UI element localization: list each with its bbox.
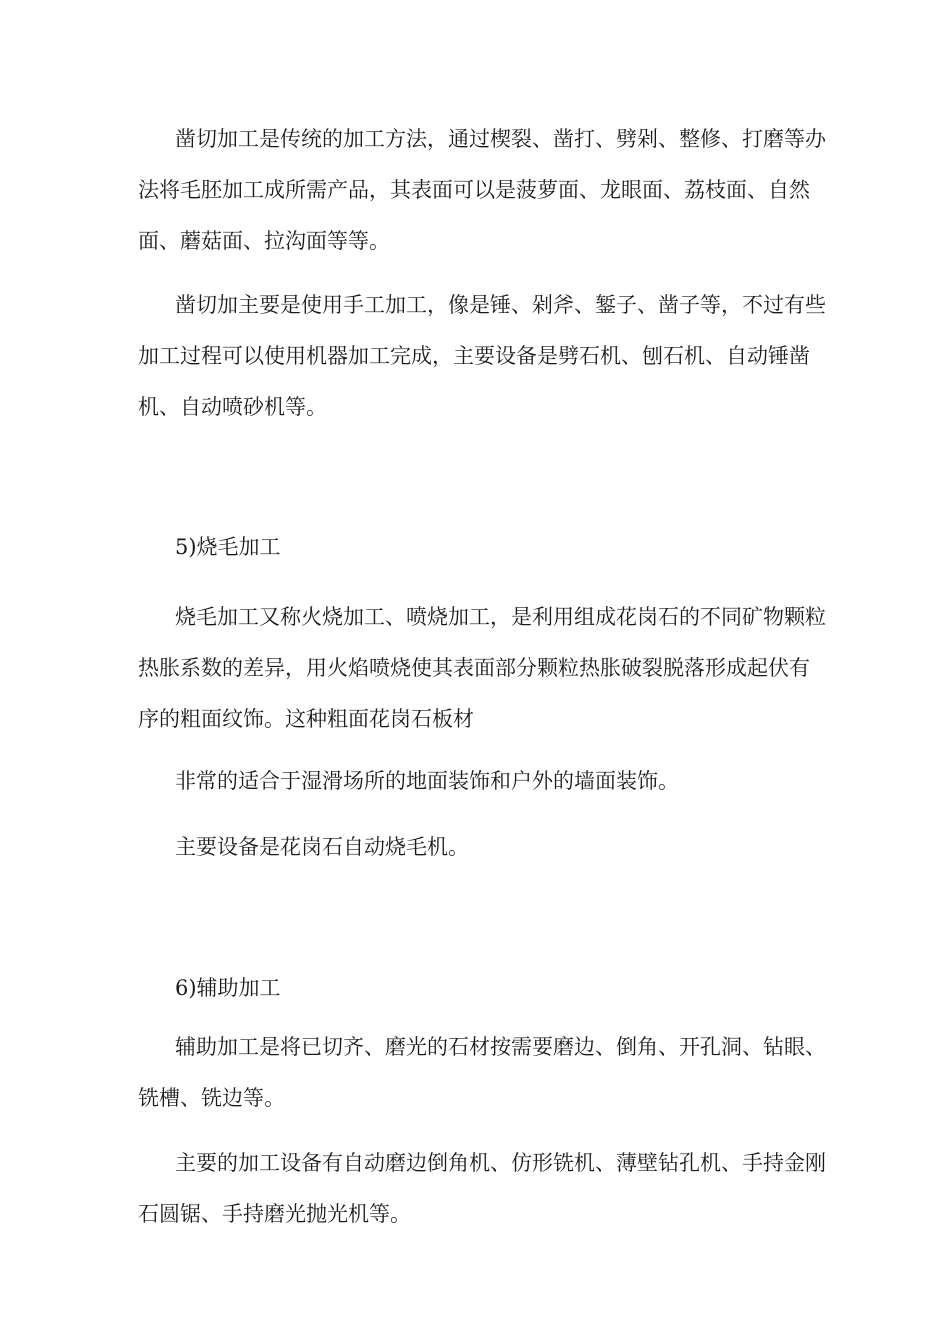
- paragraph-flaming-use: 非常的适合于湿滑场所的地面装饰和户外的墙面装饰。: [175, 769, 679, 793]
- paragraph-auxiliary-intro: 辅助加工是将已切齐、磨光的石材按需要磨边、倒角、开孔洞、钻眼、铣槽、铣边等。: [138, 1035, 826, 1110]
- paragraph-flaming-equipment: 主要设备是花岗石自动烧毛机。: [175, 835, 469, 859]
- paragraph-chiseling-equipment: 凿切加主要是使用手工加工，像是锤、剁斧、錾子、凿子等，不过有些加工过程可以使用机器加工完成，主要设备是劈石机、刨石机、自动锤凿机、自动喷砂机等。: [138, 293, 826, 419]
- section-heading-flaming: 5)烧毛加工: [175, 535, 281, 559]
- paragraph-chiseling-intro: 凿切加工是传统的加工方法，通过楔裂、凿打、劈剁、整修、打磨等办法将毛胚加工成所需产品，其表面可以是菠萝面、龙眼面、荔枝面、自然面、蘑菇面、拉沟面等等。: [138, 127, 826, 253]
- section-heading-auxiliary: 6)辅助加工: [175, 976, 281, 1000]
- paragraph-auxiliary-equipment: 主要的加工设备有自动磨边倒角机、仿形铣机、薄壁钻孔机、手持金刚石圆锯、手持磨光抛光机等。: [138, 1151, 826, 1226]
- paragraph-flaming-intro: 烧毛加工又称火烧加工、喷烧加工，是利用组成花岗石的不同矿物颗粒热胀系数的差异，用火焰喷烧使其表面部分颗粒热胀破裂脱落形成起伏有序的粗面纹饰。这种粗面花岗石板材: [138, 605, 826, 731]
